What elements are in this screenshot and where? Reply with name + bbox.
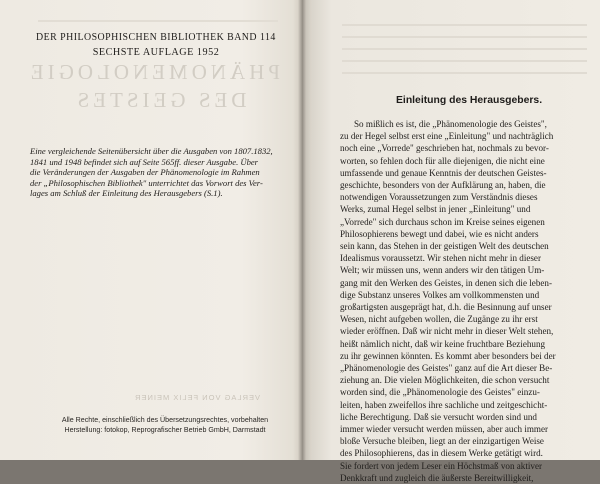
text-line: So mißlich es ist, die „Phänomenologie des Geistes", <box>354 119 547 129</box>
note-line: lages am Schluß der Einleitung des Herausgebers (S.1). <box>30 188 223 199</box>
text-line: zu der Hegel selbst erst eine „Einleitung" und nachträglich <box>340 131 554 142</box>
text-line: gang mit den Werken des Geistes, in denen sich die leben- <box>340 277 552 288</box>
show-through-lines <box>342 24 587 84</box>
note-line: die Veränderungen der Ausgaben der Phänomenologie im Rahmen <box>30 167 260 178</box>
right-page <box>302 0 600 483</box>
show-through-title-line-1: PHÄNOMENOLOGIE <box>26 60 280 84</box>
note-line: Eine vergleichende Seitenübersicht über die Ausgaben von 1807.1832, <box>30 146 273 156</box>
text-line: noch eine „Vorrede" geschrieben hat, nochmals zu bevor- <box>340 143 549 154</box>
edition-line: SECHSTE AUFLAGE 1952 <box>92 47 220 58</box>
left-page <box>0 0 302 460</box>
text-line: Philosophierens bewegt und dabei, wie es nicht anders <box>340 228 539 239</box>
text-line: immer wieder versucht werden müssen, aber auch immer <box>340 424 549 435</box>
text-line: worden sind, die „Phänomenologie des Geistes" einzu- <box>340 387 540 398</box>
text-line: Werks, zumal Hegel selbst in jener „Einleitung" und <box>340 204 531 215</box>
text-line: dige Substanz unseres Volkes am vollkommensten und <box>340 289 540 300</box>
text-line: sein kann, das Stehen in der geistigen Welt des deutschen <box>340 241 549 252</box>
text-line: heißt nämlich nicht, daß wir keine fruchtbare Beziehung <box>340 338 546 349</box>
text-line: Wesen, nicht aufgeben wollen, die Zugänge zu ihr erst <box>340 314 538 325</box>
text-line: leiten, haben zweifellos ihre sachliche und zeitgeschicht- <box>340 399 548 410</box>
series-info <box>36 30 276 60</box>
book-gutter <box>298 0 306 460</box>
series-line: DER PHILOSOPHISCHEN BIBLIOTHEK BAND 114 <box>36 32 276 43</box>
text-line: wieder eröffnen. Daß wir nicht mehr in dieser Welt stehen, <box>340 326 554 337</box>
text-line: zu ihr gewinnen könnten. Es kommt aber besonders bei der <box>340 350 556 361</box>
show-through-publisher: VERLAG VON FELIX MEINER <box>134 393 260 402</box>
text-line: Denkkraft und zugleich die äußerste Bereitwilligkeit, <box>340 472 534 483</box>
body-text <box>340 118 587 484</box>
text-line: notwendigen Voraussetzungen zum Verständnis dieses <box>340 192 538 203</box>
text-line: „Vorrede" sich durchaus schon im Kreise seines eigenen <box>340 216 545 227</box>
show-through-title <box>26 58 280 114</box>
text-line: geschichte, besonders von der Aufklärung an, haben, die <box>340 180 546 191</box>
note-line: 1841 und 1948 befindet sich auf Seite 565ff. dieser Ausgabe. Über <box>30 156 259 167</box>
text-line: ziehung an. Die vielen Möglichkeiten, die schon versucht <box>340 375 550 386</box>
note-line: der „Philosophischen Bibliothek" unterrichtet das Vorwort des Ver- <box>30 177 263 188</box>
text-line: Idealismus voraussetzt. Wir stehen nicht mehr in dieser <box>340 253 541 264</box>
text-line: worten, so fehlen doch für alle diejenigen, die nicht eine <box>340 155 545 166</box>
edition-note <box>30 146 274 199</box>
rights-line: Alle Rechte, einschließlich des Übersetzungsrechtes, vorbehalten <box>61 416 269 424</box>
text-line: „Phänomenologie des Geistes" ganz auf die Art dieser Be- <box>340 363 553 374</box>
show-through-title-line-2: DES GEISTES <box>73 88 247 112</box>
text-line: Welt; wir müssen uns, wenn anders wir den tätigen Um- <box>340 265 545 276</box>
text-line: liche Berechtigung. Daß sie versucht worden sind und <box>340 411 537 422</box>
text-line: umfassende und genaue Kenntnis der deutschen Geistes- <box>340 167 547 178</box>
printer-line: Herstellung: fotokop, Reprografischer Betrieb GmbH, Darmstadt <box>64 426 266 434</box>
section-heading: Einleitung des Herausgebers. <box>396 95 543 106</box>
text-line: großartigsten ausgeprägt hat, d.h. die Besinnung auf unser <box>340 302 552 313</box>
rights-notice <box>40 415 290 435</box>
text-line: des Philosophierens, das in diesem Werke getätigt wird. <box>340 448 543 459</box>
text-line: Sie fordert von jedem Leser ein Höchstmaß von aktiver <box>340 460 543 471</box>
text-line: bloße Versuche bleiben, liegt an der einzigartigen Weise <box>340 436 544 447</box>
